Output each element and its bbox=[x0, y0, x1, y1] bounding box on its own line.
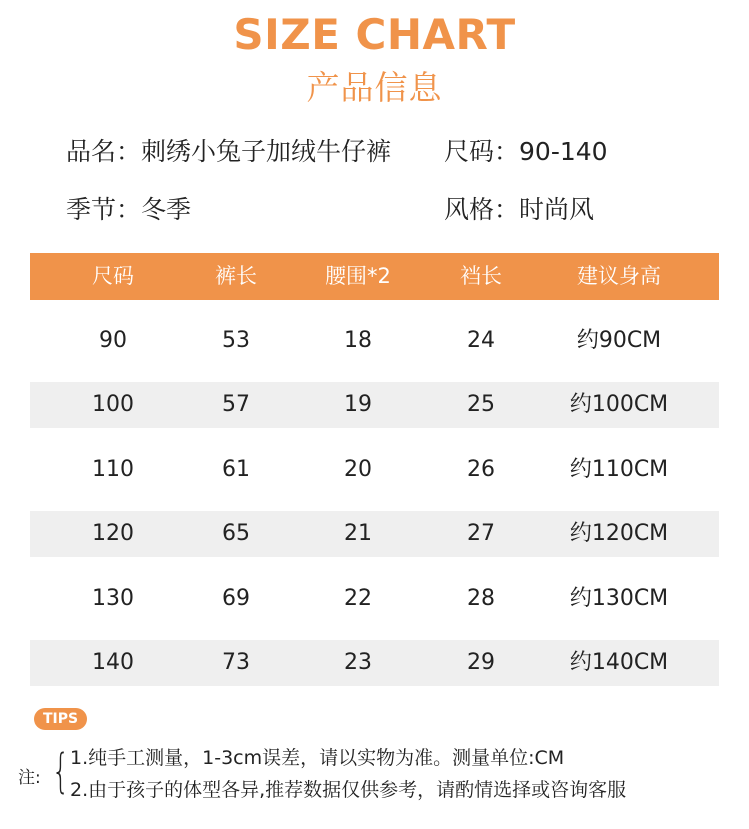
cell-rise: 25 bbox=[467, 392, 495, 417]
cell-waist: 22 bbox=[344, 586, 372, 611]
header-cell-height: 建议身高 bbox=[577, 264, 661, 288]
title-english: SIZE CHART bbox=[233, 10, 516, 59]
cell-length: 57 bbox=[222, 392, 250, 417]
info-value: 冬季 bbox=[141, 195, 192, 224]
info-season bbox=[66, 190, 191, 226]
table-row bbox=[30, 576, 719, 622]
tips-badge: TIPS bbox=[34, 708, 87, 730]
header-cell-size: 尺码 bbox=[92, 264, 134, 288]
brace-icon: { bbox=[51, 744, 70, 798]
info-separator: ： bbox=[494, 195, 520, 224]
cell-length: 61 bbox=[222, 457, 250, 482]
cell-waist: 18 bbox=[344, 328, 372, 353]
cell-size: 140 bbox=[92, 650, 134, 675]
cell-rise: 24 bbox=[467, 328, 495, 353]
info-label: 品名 bbox=[66, 137, 117, 166]
cell-waist: 20 bbox=[344, 457, 372, 482]
info-separator: ： bbox=[116, 137, 142, 166]
table-row bbox=[30, 640, 719, 686]
cell-rise: 26 bbox=[467, 457, 495, 482]
header-cell-length: 裤长 bbox=[215, 264, 257, 288]
cell-size: 120 bbox=[92, 521, 134, 546]
cell-rise: 27 bbox=[467, 521, 495, 546]
cell-height: 约90CM bbox=[576, 328, 662, 353]
info-value: 90-140 bbox=[519, 137, 608, 166]
cell-height: 约100CM bbox=[569, 392, 669, 417]
cell-length: 65 bbox=[222, 521, 250, 546]
note-line-2: 2.由于孩子的体型各异,推荐数据仅供参考，请酌情选择或咨询客服 bbox=[70, 779, 627, 801]
info-label: 风格 bbox=[444, 195, 495, 224]
info-value: 刺绣小兔子加绒牛仔裤 bbox=[141, 137, 392, 166]
info-size-range bbox=[444, 132, 608, 168]
info-value: 时尚风 bbox=[519, 195, 595, 224]
table-row bbox=[30, 382, 719, 428]
table-row bbox=[30, 318, 719, 364]
cell-waist: 19 bbox=[344, 392, 372, 417]
info-separator: ： bbox=[116, 195, 142, 224]
info-label: 季节 bbox=[66, 195, 117, 224]
info-label: 尺码 bbox=[444, 137, 495, 166]
cell-waist: 21 bbox=[344, 521, 372, 546]
info-separator: ： bbox=[494, 137, 520, 166]
note-line-1: 1.纯手工测量，1-3cm误差，请以实物为准。测量单位:CM bbox=[70, 747, 565, 769]
header-cell-waist: 腰围*2 bbox=[325, 264, 391, 288]
table-row bbox=[30, 511, 719, 557]
info-style bbox=[444, 190, 594, 226]
cell-size: 90 bbox=[99, 328, 127, 353]
header-cell-rise: 裆长 bbox=[460, 264, 502, 288]
size-table-header bbox=[30, 253, 719, 300]
cell-length: 73 bbox=[222, 650, 250, 675]
cell-rise: 29 bbox=[467, 650, 495, 675]
cell-length: 53 bbox=[222, 328, 250, 353]
cell-size: 130 bbox=[92, 586, 134, 611]
note-label: 注: bbox=[18, 768, 41, 788]
cell-length: 69 bbox=[222, 586, 250, 611]
title-chinese: 产品信息 bbox=[306, 68, 443, 107]
cell-height: 约120CM bbox=[569, 521, 669, 546]
cell-rise: 28 bbox=[467, 586, 495, 611]
cell-waist: 23 bbox=[344, 650, 372, 675]
table-row bbox=[30, 447, 719, 493]
cell-size: 110 bbox=[92, 457, 134, 482]
info-product-name bbox=[66, 132, 391, 168]
cell-height: 约140CM bbox=[569, 650, 669, 675]
cell-size: 100 bbox=[92, 392, 134, 417]
cell-height: 约130CM bbox=[569, 586, 669, 611]
cell-height: 约110CM bbox=[569, 457, 669, 482]
